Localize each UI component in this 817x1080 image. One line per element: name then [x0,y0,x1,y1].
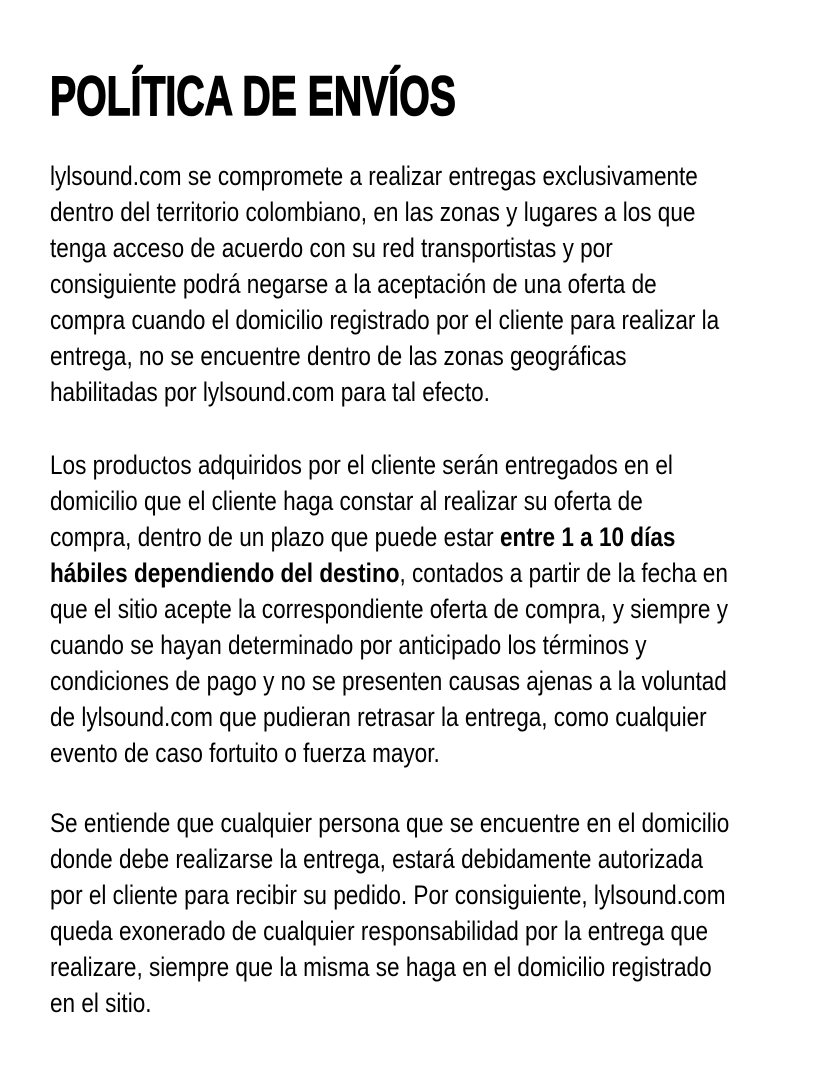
text-line: tenga acceso de acuerdo con su red transportistas y por [50,233,613,263]
delivery-time-emphasis: entre 1 a 10 días [499,522,676,552]
page-title: POLÍTICA DE ENVÍOS [50,64,456,127]
text-line: de lylsound.com que pudieran retrasar la entrega, como cualquier [50,702,707,732]
text-line [50,519,728,555]
text-line: cuando se hayan determinado por anticipado los términos y [50,630,647,660]
text-line: evento de caso fortuito o fuerza mayor. [50,738,440,768]
text-line: condiciones de pago y no se presenten causas ajenas a la voluntad [50,666,727,696]
paragraph-delivery-time [50,447,728,771]
text-line: compra cuando el domicilio registrado por el cliente para realizar la [50,305,720,335]
text-segment: compra, dentro de un plazo que puede estar [50,522,500,552]
text-line [50,555,728,591]
text-line: habilitadas por lylsound.com para tal efecto. [50,377,490,407]
text-line: donde debe realizarse la entrega, estará debidamente autorizada [50,844,704,874]
delivery-time-emphasis: hábiles dependiendo del destino [50,558,400,588]
text-line: por el cliente para recibir su pedido. Por consiguiente, lylsound.com [50,880,726,910]
text-line: consiguiente podrá negarse a la aceptación de una oferta de [50,269,657,299]
paragraph-authorized-receiver [50,805,729,1021]
text-line: lylsound.com se compromete a realizar entregas exclusivamente [50,161,698,191]
paragraph-delivery-coverage [50,158,719,410]
text-line: en el sitio. [50,988,152,1018]
text-line: domicilio que el cliente haga constar al realizar su oferta de [50,486,643,516]
text-line: dentro del territorio colombiano, en las zonas y lugares a los que [50,197,696,227]
text-segment: , contados a partir de la fecha en [399,558,728,588]
text-line: que el sitio acepte la correspondiente oferta de compra, y siempre y [50,594,728,624]
text-line: queda exonerado de cualquier responsabilidad por la entrega que [50,916,709,946]
text-line: Los productos adquiridos por el cliente serán entregados en el [50,450,673,480]
text-line: Se entiende que cualquier persona que se encuentre en el domicilio [50,808,730,838]
text-line: entrega, no se encuentre dentro de las zonas geográficas [50,341,627,371]
text-line: realizare, siempre que la misma se haga en el domicilio registrado [50,952,712,982]
